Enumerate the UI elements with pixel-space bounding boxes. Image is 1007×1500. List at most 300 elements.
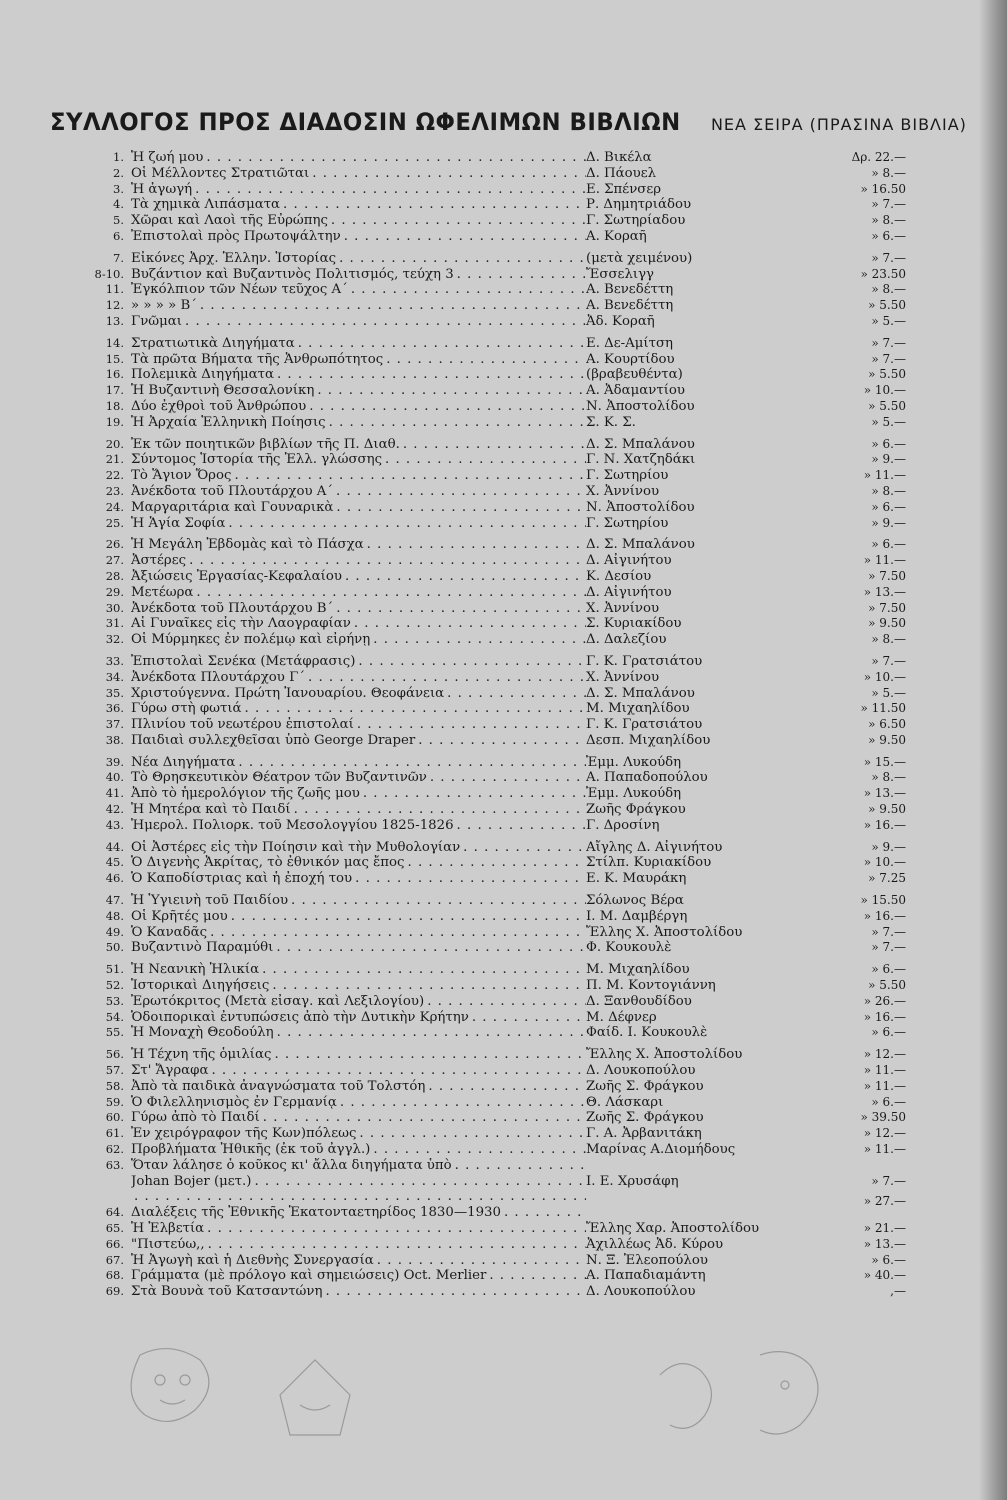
book-row [78, 336, 913, 352]
book-author: Ἐμμ. Λυκούδη [586, 786, 682, 802]
book-row [78, 1158, 913, 1174]
book-author: Δ. Λουκοπούλου [586, 1063, 696, 1079]
book-price: » 23.50 [860, 266, 906, 281]
book-row [78, 150, 913, 166]
book-title: Στὰ Βουνὰ τοῦ Κατσαντώνη . . . [131, 1284, 586, 1300]
book-title: Ἀπὸ τὸ ἡμερολόγιον τῆς ζωῆς μου . . . [131, 786, 586, 802]
book-title: Εἰκόνες Ἀρχ. Ἑλλην. Ἱστορίας . . . [131, 251, 586, 267]
book-author: Ζωῆς Σ. Φράγκου [586, 1078, 704, 1094]
book-author: Σ. Κ. Σ. [586, 414, 636, 430]
book-row [78, 962, 913, 978]
book-title: Διαλέξεις τῆς Ἐθνικῆς Ἑκατονταετηρίδος 1830—1930 . . . [131, 1205, 586, 1221]
book-price: » 6.— [871, 537, 906, 552]
book-price: ,— [890, 1284, 906, 1299]
book-row [78, 1110, 913, 1126]
series-subtitle: ΝΕΑ ΣΕΙΡΑ (ΠΡΑΣΙΝΑ ΒΙΒΛΙΑ) [710, 115, 967, 134]
pencil-doodles [100, 1335, 880, 1455]
book-title: Πλινίου τοῦ νεωτέρου ἐπιστολαί . . . [131, 717, 586, 733]
book-author: Ε. Σπένσερ [586, 181, 662, 197]
book-title: Ὅταν λάλησε ὁ κοῦκος κι' ἄλλα διηγήματα ὑπὸ . . . [131, 1158, 586, 1174]
book-row [78, 925, 913, 941]
book-price: » 7.— [871, 940, 906, 955]
page-edge [979, 0, 1007, 1500]
book-price: » 9.— [871, 839, 906, 854]
book-author: Ε. Δε-Αμίτση [586, 335, 674, 351]
book-price: » 9.— [871, 515, 906, 530]
book-title: Στ' Ἄγραφα . . . [131, 1063, 586, 1079]
book-author: Α. Παπαδοπούλου [586, 770, 708, 786]
book-price: » 5.— [871, 414, 906, 429]
book-title: Ἡ Μεγάλη Ἑβδομὰς καὶ τὸ Πάσχα . . . [131, 537, 586, 553]
book-row [78, 437, 913, 453]
book-price: » 8.— [871, 483, 906, 498]
book-price: » 6.— [871, 1094, 906, 1109]
book-title: Σύντομος Ἱστορία τῆς Ἑλλ. γλώσσης . . . [131, 452, 586, 468]
book-number: 31. [105, 616, 124, 631]
book-price: » 7.— [871, 351, 906, 366]
book-title: Ἀνέκδοτα τοῦ Πλουτάρχου Α΄ . . . [131, 484, 586, 500]
book-number: 40. [105, 770, 124, 785]
book-number: 48. [105, 908, 124, 923]
book-number: 1. [113, 150, 124, 164]
book-number: 47. [105, 893, 124, 908]
book-number: 6. [113, 228, 124, 243]
book-number: 63. [105, 1157, 124, 1172]
book-title: Οἱ Μέλλοντες Στρατιῶται . . . [131, 166, 586, 182]
book-number: 66. [105, 1236, 124, 1251]
book-title: Πολεμικὰ Διηγήματα . . . [131, 367, 586, 383]
book-row [78, 197, 913, 213]
book-title: Ἐπιστολαὶ Σενέκα (Μετάφρασις) . . . [131, 654, 586, 670]
book-number: 25. [105, 515, 124, 530]
book-price: » 8.— [871, 282, 906, 297]
book-author: Φ. Κουκουλὲ [586, 940, 672, 956]
book-author: (μετὰ χειμένου) [586, 250, 693, 266]
book-title: Ἡ ζωή μου . . . [131, 150, 586, 166]
book-author: Σ. Κυριακίδου [586, 616, 682, 632]
book-number: 59. [105, 1094, 124, 1109]
book-title: Ἡ Ἁγία Σοφία . . . [131, 516, 586, 532]
book-number: 52. [105, 978, 124, 993]
book-author: Δ. Σ. Μπαλάνου [586, 685, 695, 701]
book-number: 43. [105, 817, 124, 832]
book-price: » 40.— [863, 1268, 906, 1283]
book-number: 5. [113, 213, 124, 228]
book-price: » 6.50 [868, 717, 906, 732]
book-number: 34. [105, 669, 124, 684]
book-author: Ε. Κ. Μαυράκη [586, 871, 687, 887]
book-number: 51. [105, 962, 124, 977]
book-row [78, 994, 913, 1010]
book-number: 65. [105, 1221, 124, 1235]
book-title: Ἐν χειρόγραφον τῆς Κων)πόλεως . . . [131, 1126, 586, 1142]
book-price: » 11.— [863, 468, 906, 483]
book-number: 20. [105, 436, 124, 451]
book-author: Δ. Βικέλα [586, 150, 652, 165]
book-price: » 7.— [871, 250, 906, 265]
book-price: » 11.— [863, 1063, 906, 1078]
book-row [78, 770, 913, 786]
book-row [78, 755, 913, 771]
book-row [78, 733, 913, 749]
book-title: Ἡ ἀγωγή . . . [131, 182, 586, 198]
book-row [78, 601, 913, 617]
book-row [78, 1142, 913, 1158]
book-row [78, 1010, 913, 1026]
book-author: Α. Βενεδέττη [586, 282, 674, 298]
book-price: » 6.— [871, 1025, 906, 1040]
book-price: » 12.— [863, 1047, 906, 1062]
book-row [78, 1284, 913, 1300]
book-title: Γράμματα (μὲ πρόλογο καὶ σημειώσεις) Oct. Merlier . . . [131, 1268, 586, 1284]
book-number: 38. [105, 732, 124, 747]
book-row [78, 871, 913, 887]
book-number: 16. [105, 367, 124, 382]
book-list [78, 150, 913, 1300]
book-price: » 5.50 [868, 398, 906, 413]
book-row [78, 516, 913, 532]
book-row [78, 1126, 913, 1142]
book-price: » 11.— [863, 553, 906, 568]
book-row [78, 399, 913, 415]
book-price: » 9.50 [868, 732, 906, 747]
book-author: (βραβευθέντα) [586, 367, 683, 383]
book-number: 23. [105, 483, 124, 498]
book-number: 54. [105, 1009, 124, 1024]
book-title: Ἡ Μοναχὴ Θεοδούλη . . . [131, 1025, 586, 1041]
book-author: Δ. Σ. Μπαλάνου [586, 537, 695, 553]
book-author: Δ. Αἰγινήτου [586, 584, 672, 600]
book-author: Ν. Ξ. Ἐλεοπούλου [586, 1252, 708, 1268]
book-number: 36. [105, 701, 124, 716]
book-author: Φαίδ. Ι. Κουκουλὲ [586, 1025, 708, 1041]
book-author: Α. Βενεδέττη [586, 298, 674, 314]
book-number: 55. [105, 1025, 124, 1040]
book-author: Γ. Κ. Γρατσιάτου [586, 653, 703, 669]
book-title: Μετέωρα . . . [131, 585, 586, 601]
book-author: Δεσπ. Μιχαηλίδου [586, 732, 711, 748]
book-row [78, 701, 913, 717]
book-price: » 7.— [871, 924, 906, 939]
book-number: 28. [105, 568, 124, 583]
book-author: Ἐμμ. Λυκούδη [586, 754, 682, 770]
book-author: Γ. Σωτηρίου [586, 468, 669, 484]
book-price: » 11.— [863, 1078, 906, 1093]
book-price: Δρ. 22.— [851, 150, 906, 164]
book-number: 15. [105, 351, 124, 366]
book-number: 58. [105, 1078, 124, 1093]
book-row [78, 1253, 913, 1269]
book-number: 19. [105, 414, 124, 429]
book-number: 32. [105, 632, 124, 647]
book-price: » 39.50 [860, 1110, 906, 1125]
book-number: 33. [105, 653, 124, 668]
book-price: » 7.50 [868, 568, 906, 583]
book-price: » 16.— [863, 817, 906, 832]
book-row [78, 909, 913, 925]
book-title: Στρατιωτικὰ Διηγήματα . . . [131, 336, 586, 352]
book-price: » 10.— [863, 383, 906, 398]
book-row [78, 585, 913, 601]
book-number: 21. [105, 452, 124, 467]
book-row [78, 267, 913, 283]
book-author: Δ. Ξανθουδίδου [586, 993, 692, 1009]
book-author: Θ. Λάσκαρι [586, 1094, 664, 1110]
book-number: 35. [105, 685, 124, 700]
book-title: Αἱ Γυναῖκες εἰς τὴν Λαογραφίαν . . . [131, 616, 586, 632]
book-row [78, 978, 913, 994]
book-row [78, 367, 913, 383]
book-author: Π. Μ. Κοντογιάννη [586, 978, 716, 994]
book-row [78, 1268, 913, 1284]
book-row [78, 786, 913, 802]
book-number: 8-10. [94, 266, 124, 281]
book-price: » 6.— [871, 1252, 906, 1267]
book-title: Ἡ Βυζαντινὴ Θεσσαλονίκη . . . [131, 383, 586, 399]
book-number: 50. [105, 940, 124, 955]
book-row [78, 484, 913, 500]
book-price: » 21.— [863, 1221, 906, 1235]
book-row [78, 654, 913, 670]
book-price: » 13.— [863, 786, 906, 801]
book-price: » 8.— [871, 632, 906, 647]
book-title: Τὸ Ἅγιον Ὄρος . . . [131, 468, 586, 484]
book-number: 57. [105, 1063, 124, 1078]
book-author: Κ. Δεσίου [586, 568, 652, 584]
book-author: Α. Κουρτίδου [586, 351, 675, 367]
book-price: » 12.— [863, 1126, 906, 1141]
book-title: Johan Bojer (μετ.) . . . [131, 1174, 586, 1190]
book-row [78, 166, 913, 182]
book-number: 12. [105, 298, 124, 313]
book-title: Γύρω ἀπὸ τὸ Παιδί . . . [131, 1110, 586, 1126]
book-price: » 26.— [863, 993, 906, 1008]
book-row [78, 1174, 913, 1190]
book-price: » 5.— [871, 685, 906, 700]
book-number: 44. [105, 839, 124, 854]
book-row [78, 717, 913, 733]
book-title: Ἐγκόλπιον τῶν Νέων τεῦχος Α΄ . . . [131, 282, 586, 298]
book-row [78, 1063, 913, 1079]
book-author: Ζωῆς Φράγκου [586, 802, 686, 818]
book-title: Ἐκ τῶν ποιητικῶν βιβλίων τῆς Π. Διαθ. . . . [131, 437, 586, 453]
book-title: Ἀστέρες . . . [131, 553, 586, 569]
book-price: » 11.50 [860, 701, 906, 716]
book-author: Ι. Ε. Χρυσάφη [586, 1173, 679, 1189]
book-title: Ὁ Καποδίστριας καὶ ἡ ἐποχή του . . . [131, 871, 586, 887]
book-price: » 15.— [863, 754, 906, 769]
book-author: Ἔλλης Χαρ. Ἀποστολίδου [586, 1221, 760, 1236]
book-author: Δ. Δαλεζίου [586, 632, 667, 648]
book-author: Ζωῆς Σ. Φράγκου [586, 1110, 704, 1126]
book-number: 22. [105, 468, 124, 483]
book-author: Σόλωνος Βέρα [586, 893, 684, 909]
book-title [131, 1189, 586, 1205]
book-title: Ἡ Ἀγωγὴ καὶ ἡ Διεθνὴς Συνεργασία . . . [131, 1253, 586, 1269]
book-author: Χ. Ἀννίνου [586, 669, 660, 685]
book-price: » 8.— [871, 770, 906, 785]
book-row [78, 500, 913, 516]
book-row [78, 537, 913, 553]
book-number: 2. [113, 165, 124, 180]
book-title: Ἀνέκδοτα Πλουτάρχου Γ΄ . . . [131, 670, 586, 686]
book-author: Γ. Ν. Χατζηδάκι [586, 452, 696, 468]
book-author: Γ. Α. Ἀρβανιτάκη [586, 1126, 702, 1142]
book-author: Δ. Σ. Μπαλάνου [586, 436, 695, 452]
book-price: » 6.— [871, 962, 906, 977]
book-author: Δ. Αἰγινήτου [586, 553, 672, 569]
book-title: Ἡ Νεανικὴ Ἡλικία . . . [131, 962, 586, 978]
book-title: Τὸ Θρησκευτικὸν Θέατρον τῶν Βυζαντινῶν . . . [131, 770, 586, 786]
book-price: » 9.50 [868, 616, 906, 631]
book-author: Ἀχιλλέως Ἀδ. Κύρου [586, 1236, 724, 1252]
book-row [78, 940, 913, 956]
book-number: 39. [105, 754, 124, 769]
book-number: 7. [113, 250, 124, 265]
book-row [78, 1237, 913, 1253]
book-number: 37. [105, 717, 124, 732]
book-title: Ἡ Ὑγιεινὴ τοῦ Παιδίου . . . [131, 893, 586, 909]
book-row [78, 415, 913, 431]
book-row [78, 686, 913, 702]
book-row [78, 282, 913, 298]
book-price: » 6.— [871, 499, 906, 514]
book-row [78, 229, 913, 245]
book-price: » 16.— [863, 908, 906, 923]
book-price: » 13.— [863, 1236, 906, 1251]
book-price: » 16.50 [860, 181, 906, 196]
book-title: Ἡ Τέχνη τῆς ὁμιλίας . . . [131, 1047, 586, 1063]
book-price: » 11.— [863, 1142, 906, 1157]
book-number: 56. [105, 1047, 124, 1062]
book-price: » 7.— [871, 197, 906, 212]
book-number: 64. [105, 1205, 124, 1220]
book-author: Αἴγλης Δ. Αἰγινήτου [586, 839, 723, 855]
book-number: 41. [105, 786, 124, 801]
book-price: » 5.50 [868, 298, 906, 313]
book-row [78, 802, 913, 818]
book-author: Μ. Μιχαηλίδου [586, 701, 690, 717]
book-title: Ἱστορικαὶ Διηγήσεις . . . [131, 978, 586, 994]
book-price: » 7.50 [868, 600, 906, 615]
book-title: Μαργαριτάρια καὶ Γουναρικὰ . . . [131, 500, 586, 516]
book-row [78, 893, 913, 909]
book-author: Ἔσσελιγγ [586, 266, 654, 282]
book-number: 18. [105, 398, 124, 413]
book-title: Γνῶμαι . . . [131, 314, 586, 330]
book-title: Δύο ἐχθροὶ τοῦ Ἀνθρώπου . . . [131, 399, 586, 415]
book-price: » 10.— [863, 855, 906, 870]
book-title: Ἡ Ἀρχαία Ἑλληνικὴ Ποίησις . . . [131, 415, 586, 431]
book-row [78, 818, 913, 834]
book-title: Γύρω στὴ φωτιά . . . [131, 701, 586, 717]
book-number: 60. [105, 1110, 124, 1125]
book-title: Χριστούγεννα. Πρώτη Ἰανουαρίου. Θεοφάνεια . . . [131, 686, 586, 702]
book-row [78, 213, 913, 229]
book-number: 68. [105, 1268, 124, 1283]
book-title: Ὁδοιπορικαὶ ἐντυπώσεις ἀπὸ τὴν Δυτικὴν Κρήτην . . . [131, 1010, 586, 1026]
book-author: Α. Ἀδαμαντίου [586, 383, 686, 399]
book-title: Ὁ Διγενὴς Ἀκρίτας, τὸ ἐθνικόν μας ἔπος . . . [131, 855, 586, 871]
book-price: » 5.50 [868, 978, 906, 993]
book-author: Ρ. Δημητριάδου [586, 197, 692, 213]
book-row [78, 632, 913, 648]
book-title: "Πιστεύω,, . . . [131, 1237, 586, 1253]
book-price: » 5.50 [868, 367, 906, 382]
book-author: Ι. Μ. Δαμβέργη [586, 908, 688, 924]
book-author: Μαρίνας Α.Διομήδους [586, 1142, 736, 1158]
book-row [78, 468, 913, 484]
book-price: » 8.— [871, 165, 906, 180]
book-row [78, 298, 913, 314]
book-number: 14. [105, 335, 124, 350]
book-author: Γ. Σωτηρίου [586, 515, 669, 531]
book-price: » 6.— [871, 228, 906, 243]
book-number: 61. [105, 1126, 124, 1141]
book-number: 24. [105, 499, 124, 514]
book-price: » 7.— [871, 653, 906, 668]
book-author: Γ. Σωτηρίαδου [586, 213, 686, 229]
book-title: Προβλήματα Ἠθικῆς (ἐκ τοῦ ἀγγλ.) . . . [131, 1142, 586, 1158]
book-number: 45. [105, 855, 124, 870]
catalog-header [50, 108, 967, 136]
book-price: » 9.50 [868, 802, 906, 817]
book-price: » 9.— [871, 452, 906, 467]
book-title: Παιδιαὶ συλλεχθεῖσαι ὑπὸ George Draper . . . [131, 733, 586, 749]
book-number: 67. [105, 1252, 124, 1267]
book-row [78, 1079, 913, 1095]
book-title: Ὁ Φιλελληνισμὸς ἐν Γερμανίᾳ . . . [131, 1095, 586, 1111]
book-author: Α. Κοραῆ [586, 228, 647, 244]
book-title: Χῶραι καὶ Λαοὶ τῆς Εὐρώπης . . . [131, 213, 586, 229]
book-price: » 5.— [871, 313, 906, 328]
book-author: Ν. Ἀποστολίδου [586, 398, 695, 414]
book-number: 49. [105, 924, 124, 939]
book-author: Γ. Δροσίνη [586, 817, 660, 833]
book-row [78, 1025, 913, 1041]
book-price: » 10.— [863, 669, 906, 684]
book-row [78, 314, 913, 330]
book-number: 62. [105, 1142, 124, 1157]
book-price: » 7.25 [868, 871, 906, 886]
book-row [78, 452, 913, 468]
book-author: Ν. Ἀποστολίδου [586, 499, 695, 515]
book-title: Ἐπιστολαὶ πρὸς Πρωτοψάλτην . . . [131, 229, 586, 245]
book-author: Ἔλλης Χ. Ἀποστολίδου [586, 1047, 743, 1063]
book-title: Οἱ Ἀστέρες εἰς τὴν Ποίησιν καὶ τὴν Μυθολογίαν . . . [131, 840, 586, 856]
book-row [78, 1205, 913, 1221]
book-author: Δ. Πάουελ [586, 165, 657, 181]
book-row [78, 1221, 913, 1237]
book-number: 11. [105, 282, 124, 297]
book-row [78, 1095, 913, 1111]
book-price: » 16.— [863, 1009, 906, 1024]
book-row [78, 670, 913, 686]
book-row [78, 251, 913, 267]
book-author: Χ. Ἀννίνου [586, 600, 660, 616]
book-author: Ἀδ. Κοραῆ [586, 313, 655, 329]
book-title: Οἱ Κρῆτές μου . . . [131, 909, 586, 925]
book-number: 4. [113, 197, 124, 212]
book-title: Οἱ Μύρμηκες ἐν πολέμῳ καὶ εἰρήνῃ . . . [131, 632, 586, 648]
book-title: Ἡμερολ. Πολιορκ. τοῦ Μεσολογγίου 1825-1826 . . . [131, 818, 586, 834]
book-author: Α. Παπαδιαμάντη [586, 1268, 706, 1284]
book-title: » » » » Β΄ . . . [131, 298, 586, 314]
book-number: 53. [105, 993, 124, 1008]
book-author: Χ. Ἀννίνου [586, 483, 660, 499]
book-title: Ἡ Ἑλβετία . . . [131, 1221, 586, 1237]
book-number: 27. [105, 553, 124, 568]
